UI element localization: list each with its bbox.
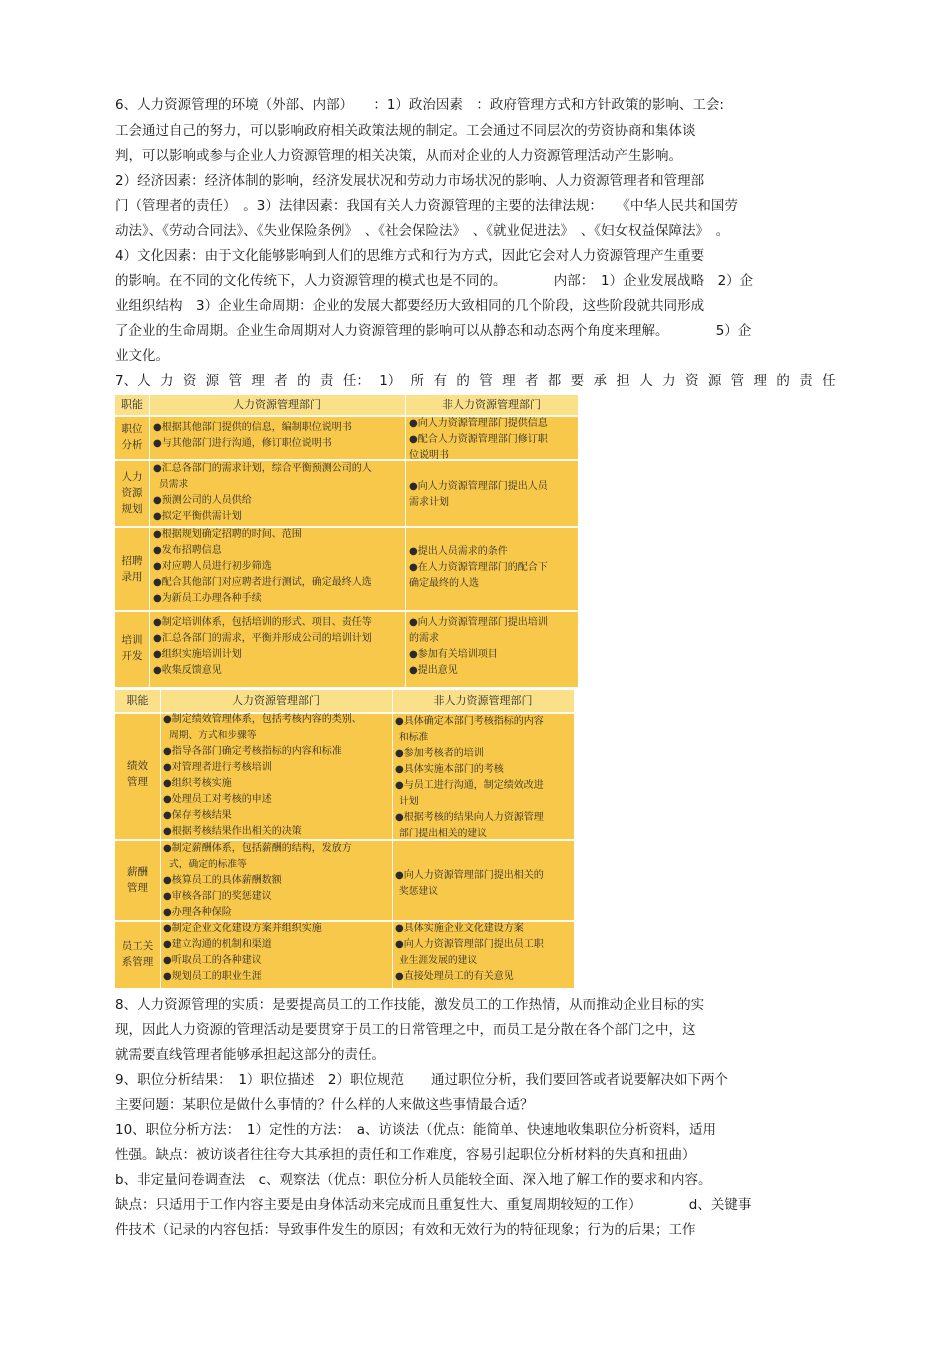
function-cell: 职位 分析 — [121, 423, 143, 451]
heading-char: 承 — [593, 373, 608, 389]
paragraph-line: 现，因此人力资源的管理活动是要贯穿于员工的日常管理之中，而员工是分散在各个部门之中，这 — [115, 1022, 696, 1038]
responsibility-table-2 — [115, 690, 574, 988]
section-7-heading — [115, 372, 836, 390]
heading-char: 责 — [799, 373, 813, 389]
heading-char: 担 — [616, 373, 630, 389]
function-cell: 薪酬 管理 — [127, 866, 148, 894]
header-hr-dept: 人力资源管理部门 — [232, 694, 320, 707]
non-hr-cell: ●向人力资源管理部门提供信息 ●配合人力资源管理部门修订职 位说明书 — [409, 418, 548, 461]
heading-char: 资 — [684, 373, 699, 389]
non-hr-cell: ●具体实施企业文化建设方案 ●向人力资源管理部门提出员工职 业生涯发展的建议 ●直接处理员工的有关意见 — [395, 923, 544, 982]
hr-cell: ●制定绩效管理体系，包括考核内容的类别、 周期、方式和步骤等 ●指导各部门确定考核指标的内容和标准 ●对管理者进行考核培训 ●组织考核实施 ●处理员工对考核的申述 ●保存考核结果 ●根据考核结果作出相关的决策 — [163, 714, 362, 837]
hr-cell: ●制定薪酬体系，包括薪酬的结构，发放方 式，确定的标准等 ●核算员工的具体薪酬数额 ●审核各部门的奖惩建议 ●办理各种保险 — [163, 843, 352, 918]
heading-char: 源 — [205, 373, 220, 389]
paragraph-line: b、非定量问卷调查法 c、观察法（优点：职位分析人员能较全面、深入地了解工作的要求和内容。 — [115, 1172, 712, 1188]
header-non-hr-dept: 非人力资源管理部门 — [442, 398, 541, 411]
header-non-hr-dept: 非人力资源管理部门 — [433, 694, 533, 707]
heading-char: 7、人 — [115, 373, 151, 389]
header-function: 职能 — [126, 694, 149, 707]
header-hr-dept: 人力资源管理部门 — [233, 398, 321, 411]
function-cell: 人力 资源 规划 — [121, 471, 143, 515]
non-hr-cell: ●向人力资源管理部门提出相关的 奖惩建议 — [395, 870, 544, 897]
heading-char: 者 — [274, 373, 288, 389]
heading-char: 1） — [379, 373, 402, 389]
heading-char: 任： — [342, 373, 370, 389]
heading-char: 的 — [456, 373, 470, 389]
header-function: 职能 — [121, 398, 143, 411]
heading-char: 管 — [730, 373, 745, 389]
heading-char: 责 — [319, 373, 334, 389]
paragraph-line: 工会通过自己的努力，可以影响政府相关政策法规的制定。工会通过不同层次的劳资协商和集体谈 — [115, 123, 696, 139]
paragraph-line: 门（管理者的责任） 。3）法律因素：我国有关人力资源管理的主要的法律法规： 《中华人民共和国劳 — [115, 198, 738, 214]
non-hr-cell: ●向人力资源管理部门提出人员 需求计划 — [409, 481, 548, 508]
responsibility-table-1 — [115, 395, 578, 687]
paragraph-line: 主要问题：某职位是做什么事情的？什么样的人来做这些事情最合适？ — [115, 1097, 534, 1113]
paragraph-line: 就需要直线管理者能够承担起这部分的责任。 — [115, 1047, 385, 1063]
hr-cell: ●根据其他部门提供的信息，编制职位说明书 ●与其他部门进行沟通，修订职位说明书 — [153, 422, 352, 449]
non-hr-cell: ●向人力资源管理部门提出培训 的需求 ●参加有关培训项目 ●提出意见 — [409, 617, 548, 676]
non-hr-cell: ●提出人员需求的条件 ●在人力资源管理部门的配合下 确定最终的人选 — [409, 546, 548, 589]
hr-cell: ●制定企业文化建设方案并组织实施 ●建立沟通的机制和渠道 ●听取员工的各种建议 ●规划员工的职业生涯 — [163, 923, 322, 982]
heading-char: 所 — [410, 373, 425, 389]
heading-char: 的 — [776, 373, 790, 389]
function-cell: 员工关 系管理 — [121, 940, 154, 968]
heading-char: 力 — [662, 373, 676, 389]
function-cell: 招聘 录用 — [121, 555, 143, 583]
paragraph-line: 4）文化因素：由于文化能够影响到人们的思维方式和行为方式，因此它会对人力资源管理产生重要 — [115, 248, 705, 264]
heading-char: 者 — [524, 373, 539, 389]
paragraph-line: 业组织结构 3）企业生命周期：企业的发展大都要经历大致相同的几个阶段，这些阶段就共同形成 — [115, 298, 705, 314]
heading-char: 理 — [753, 373, 768, 389]
paragraph-line: 10、职位分析方法： 1）定性的方法： a、访谈法（优点：能简单、快速地收集职位分析资料，适用 — [115, 1122, 717, 1138]
heading-char: 都 — [547, 373, 562, 389]
paragraph-line: 件技术（记录的内容包括：导致事件发生的原因；有效和无效行为的特征现象；行为的后果；工作 — [115, 1222, 696, 1238]
heading-char: 的 — [297, 373, 311, 389]
paragraph-line: 判，可以影响或参与企业人力资源管理的相关决策，从而对企业的人力资源管理活动产生影响。 — [115, 148, 682, 164]
paragraph-line: 9、职位分析结果： 1）职位描述 2）职位规范 通过职位分析，我们要回答或者说要解决如下两个 — [115, 1072, 729, 1088]
hr-cell: ●汇总各部门的需求计划，综合平衡预测公司的人 员需求 ●预测公司的人员供给 ●拟定平衡供需计划 — [153, 463, 372, 522]
heading-char: 要 — [570, 373, 585, 389]
heading-char: 力 — [159, 373, 174, 389]
heading-char: 源 — [707, 373, 722, 389]
function-cell: 培训 开发 — [121, 634, 143, 662]
paragraph-line: 了企业的生命周期。企业生命周期对人力资源管理的影响可以从静态和动态两个角度来理解。 5）企 — [115, 323, 752, 339]
heading-char: 管 — [228, 373, 243, 389]
hr-cell: ●制定培训体系，包括培训的形式、项目、责任等 ●汇总各部门的需求，平衡并形成公司的培训计划 ●组织实施培训计划 ●收集反馈意见 — [153, 617, 372, 676]
heading-char: 任 — [822, 373, 836, 389]
heading-char: 资 — [182, 373, 197, 389]
paragraph-line: 的影响。在不同的文化传统下，人力资源管理的模式也是不同的。 内部： 1）企业发展战略 2）企 — [115, 273, 754, 289]
non-hr-cell: ●具体确定本部门考核指标的内容 和标准 ●参加考核者的培训 ●具体实施本部门的考核 ●与员工进行沟通，制定绩效改进 计划 ●根据考核的结果向人力资源管理 部门提出相关的建议 — [395, 716, 544, 839]
function-cell: 绩效 管理 — [127, 760, 148, 788]
paragraph-line: 动法》、《劳动合同法》、《失业保险条例》 、《社会保险法》 、《就业促进法》 、《妇女权益保障法》 。 — [115, 223, 730, 239]
paragraph-line: 2）经济因素：经济体制的影响，经济发展状况和劳动力市场状况的影响、人力资源管理者和管理部 — [115, 173, 705, 189]
paragraph-line: 8、人力资源管理的实质：是要提高员工的工作技能，激发员工的工作热情，从而推动企业目标的实 — [115, 997, 705, 1013]
heading-char: 人 — [639, 373, 653, 389]
heading-char: 有 — [433, 373, 447, 389]
paragraph-line: 性强。缺点：被访谈者往往夸大其承担的责任和工作难度，容易引起职位分析材料的失真和扭曲） — [115, 1147, 696, 1163]
paragraph-line: 缺点：只适用于工作内容主要是由身体活动来完成而且重复性大、重复周期较短的工作） d、关键事 — [115, 1197, 752, 1213]
heading-char: 理 — [502, 373, 516, 389]
paragraph-line: 业文化。 — [115, 348, 169, 364]
paragraph-line: 6、人力资源管理的环境（外部、内部） ：1）政治因素 ：政府管理方式和方针政策的影响、工会: — [115, 97, 724, 113]
heading-char: 理 — [251, 373, 265, 389]
heading-char: 管 — [479, 373, 493, 389]
hr-cell: ●根据规划确定招聘的时间、范围 ●发布招聘信息 ●对应聘人员进行初步筛选 ●配合其他部门对应聘者进行测试，确定最终人选 ●为新员工办理各种手续 — [153, 529, 372, 604]
